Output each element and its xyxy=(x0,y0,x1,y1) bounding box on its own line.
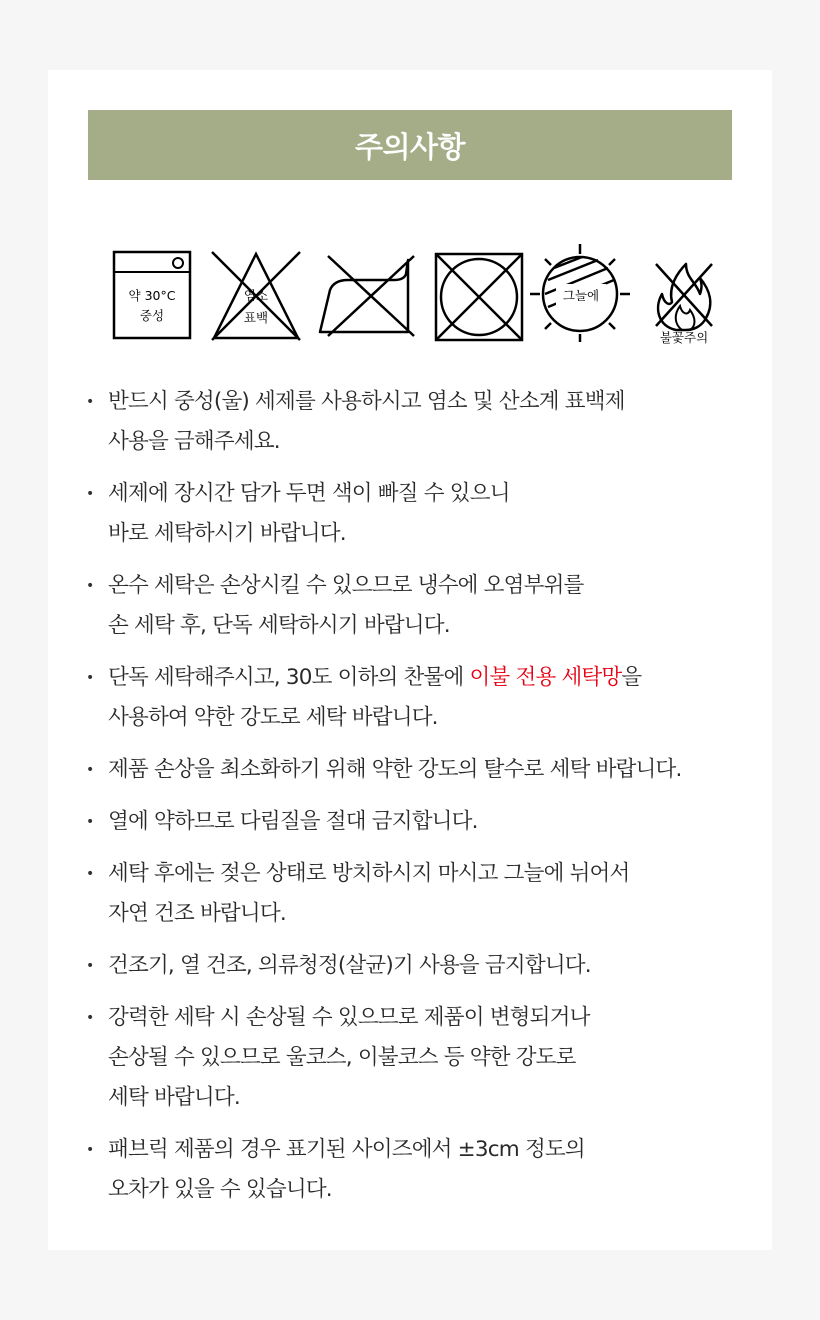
list-item: • 강력한 세탁 시 손상될 수 있으므로 제품이 변형되거나 손상될 수 있으므로 울코스, 이불코스 등 약한 강도로 세탁 바랍니다. xyxy=(86,998,746,1118)
bleach-label-1: 염소 xyxy=(243,288,269,303)
care-symbols-row xyxy=(108,244,718,344)
list-item: • 세탁 후에는 젖은 상태로 방치하시지 마시고 그늘에 뉘어서 자연 건조 바랍니다. xyxy=(86,854,746,934)
list-item: • 패브릭 제품의 경우 표기된 사이즈에서 ±3cm 정도의 오차가 있을 수 있습니다. xyxy=(86,1130,746,1210)
highlight-text: 이불 전용 세탁망 xyxy=(469,665,622,690)
care-symbols-svg xyxy=(108,244,718,344)
section-title: 주의사항 xyxy=(88,110,732,180)
list-item: • 건조기, 열 건조, 의류청정(살균)기 사용을 금지합니다. xyxy=(86,946,746,986)
no-bleach-icon xyxy=(212,252,300,340)
list-item: • 온수 세탁은 손상시킬 수 있으므로 냉수에 오염부위를 손 세탁 후, 단독 세탁하시기 바랍니다. xyxy=(86,566,746,646)
shade-dry-icon xyxy=(530,244,630,342)
list-item: • 반드시 중성(울) 세제를 사용하시고 염소 및 산소계 표백제 사용을 금해주세요. xyxy=(86,382,746,462)
list-item: • 단독 세탁해주시고, 30도 이하의 찬물에 이불 전용 세탁망을 사용하여 약한 강도로 세탁 바랍니다. xyxy=(86,658,746,738)
list-item: • 세제에 장시간 담가 두면 색이 빠질 수 있으니 바로 세탁하시기 바랍니다. xyxy=(86,474,746,554)
no-iron-icon xyxy=(320,256,414,336)
no-tumble-dry-icon xyxy=(436,254,522,340)
wash-detergent-label: 중성 xyxy=(139,308,165,323)
list-item: • 제품 손상을 최소화하기 위해 약한 강도의 탈수로 세탁 바랍니다. xyxy=(86,750,746,790)
care-notes-list xyxy=(86,382,746,1222)
shade-dry-label: 그늘에 xyxy=(562,288,600,303)
bleach-label-2: 표백 xyxy=(243,310,269,325)
wash-30c-neutral-icon xyxy=(114,252,190,338)
wash-temp-label: 약 30°C xyxy=(128,288,176,303)
list-item: • 열에 약하므로 다림질을 절대 금지합니다. xyxy=(86,802,746,842)
flame-caution-icon xyxy=(656,264,712,344)
flame-caution-label: 불꽃주의 xyxy=(659,330,709,344)
care-instructions-card xyxy=(48,70,772,1250)
